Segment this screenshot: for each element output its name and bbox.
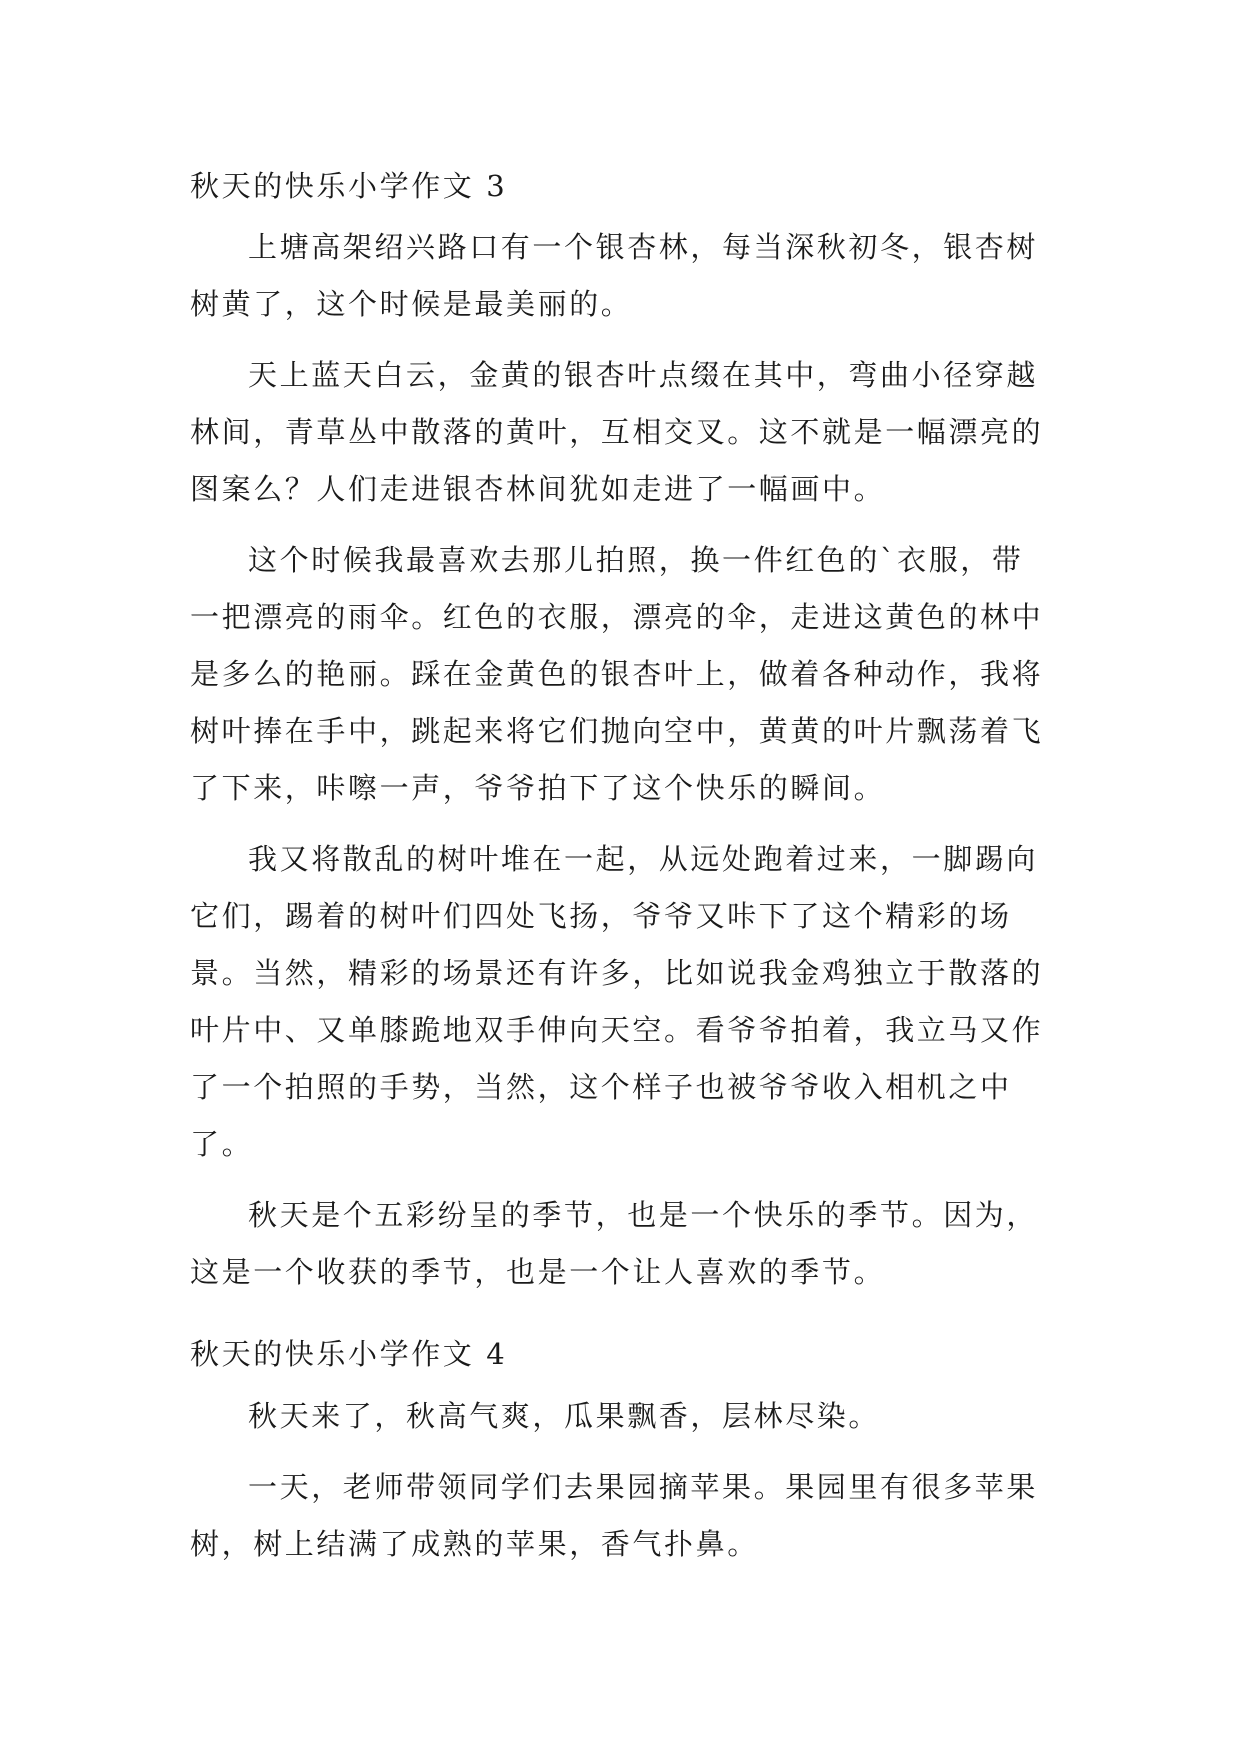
paragraph: 秋天是个五彩纷呈的季节，也是一个快乐的季节。因为，这是一个收获的季节，也是一个让人喜欢的季节。: [190, 1198, 1039, 1289]
paragraph: 这个时候我最喜欢去那儿拍照，换一件红色的`衣服，带一把漂亮的雨伞。红色的衣服，漂亮的伞，走进这黄色的林中是多么的艳丽。踩在金黄色的银杏叶上，做着各种动作，我将树叶捧在手中，跳起来将它们抛向空中，黄黄的叶片飘荡着飞了下来，咔嚓一声，爷爷拍下了这个快乐的瞬间。: [190, 543, 1044, 805]
section-4-body: [190, 1388, 1050, 1573]
paragraph: 天上蓝天白云，金黄的银杏叶点缀在其中，弯曲小径穿越林间，青草丛中散落的黄叶，互相交叉。这不就是一幅漂亮的图案么？人们走进银杏林间犹如走进了一幅画中。: [190, 358, 1044, 506]
section-3-title: 秋天的快乐小学作文 3: [190, 169, 508, 203]
paragraph: 我又将散乱的树叶堆在一起，从远处跑着过来，一脚踢向它们，踢着的树叶们四处飞扬，爷爷又咔下了这个精彩的场景。当然，精彩的场景还有许多，比如说我金鸡独立于散落的叶片中、又单膝跪地双手伸向天空。看爷爷拍着，我立马又作了一个拍照的手势，当然，这个样子也被爷爷收入相机之中了。: [190, 842, 1044, 1161]
paragraph: 一天，老师带领同学们去果园摘苹果。果园里有很多苹果树，树上结满了成熟的苹果，香气扑鼻。: [190, 1470, 1039, 1561]
paragraph: 秋天来了，秋高气爽，瓜果飘香，层林尽染。: [248, 1399, 881, 1433]
section-3-body: [190, 219, 1050, 1301]
section-4-title: 秋天的快乐小学作文 4: [190, 1337, 508, 1371]
paragraph: 上塘高架绍兴路口有一个银杏林，每当深秋初冬，银杏树树黄了，这个时候是最美丽的。: [190, 230, 1039, 321]
